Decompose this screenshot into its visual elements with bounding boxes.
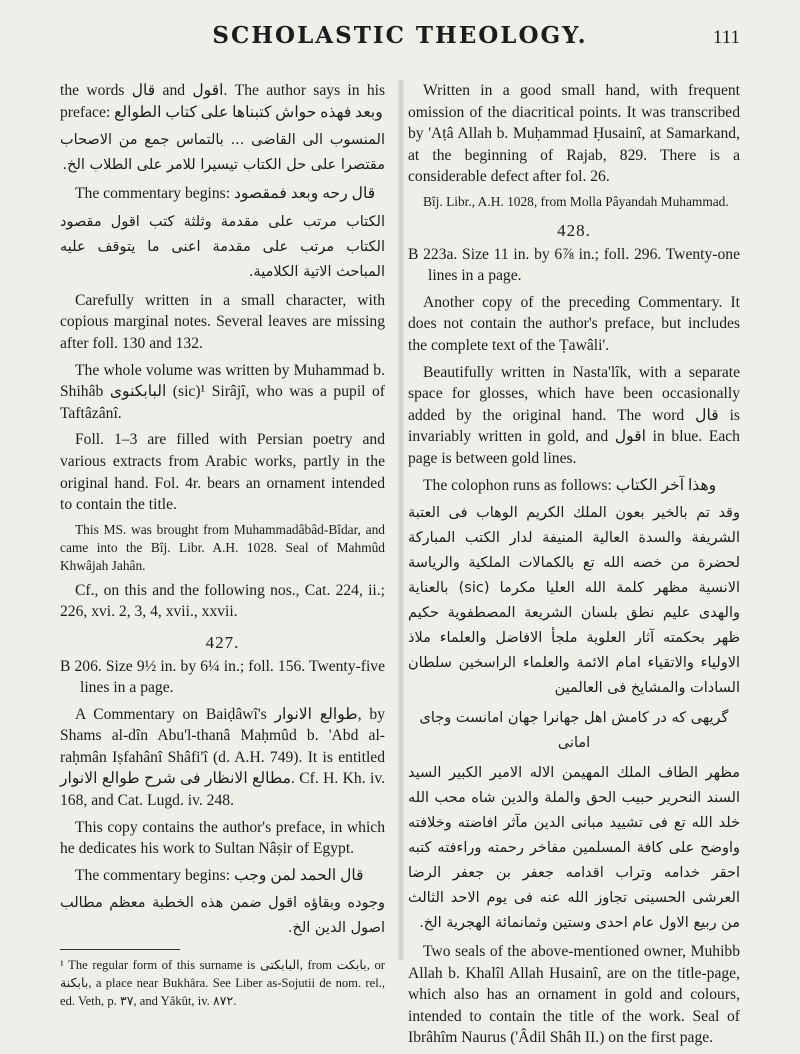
paragraph: The commentary begins: قال الحمد لمن وجب	[75, 866, 364, 884]
paragraph: The colophon runs as follows: وهذا آخر الكتاب	[423, 476, 717, 494]
paragraph: The commentary begins: قال رحه وبعد فمقصود	[75, 185, 376, 203]
entry-number: 428.	[557, 220, 591, 240]
colophon-text: مظهر الطاف الملك المهيمن الاله الامير الكبير السيد السند النحرير حبيب الحق والملة والدين شاه محب الله خلد الله تع فى تشييد مبانى الدين مآثر افاضته وخلافته واوضح على كافة المسلمين مفاخر رحمته وراءفته كتبه احقر خدامه وتراب اقدامه جعفر بن جعفر الرضا العرشى الحسينى تجاوز الله عنه فى يوم الاحد الثالث من ربيع الاول عام احدى وستين وثمانمائة الهجرية الخ.	[408, 765, 740, 932]
paragraph: A Commentary on Baiḍâwî's طوالع الانوار, by Shams al-dîn Abu'l-thanâ Maḥmûd b. 'Abd al-raḥmân Iṣfahânî Shâfi'î (d. A.H. 749). It is entitled مطالع الانظار فى شرح طوالع الانوار. Cf. H. Kh. iv. 168, and Cat. Lugd. iv. 248.	[60, 705, 385, 810]
arabic-quote: الكتاب مرتب على مقدمة وثلثة كتب اقول مقصود الكتاب مرتب على مقدمة اعنى ما يتوقف عليه المباحث الاتية الكلامية.	[60, 213, 385, 280]
paragraph: Carefully written in a small character, with copious marginal notes. Several leaves are missing after foll. 130 and 132.	[60, 291, 385, 352]
paragraph: Two seals of the above-mentioned owner, Muhibb Allah b. Khalîl Allah Husainî, are on the title-page, which also has an ornament in gold and colours, intended to contain the title of the work. Seal of Ibrâhîm Naurus ('Âdil Shâh II.) on the first page.	[408, 943, 740, 1047]
arabic-quote: وجوده وبقاؤه اقول ضمن هذه الخطبة معظم مطالب اصول الدين الخ.	[60, 895, 385, 937]
footnote: ¹ The regular form of this surname is البابكتى, from بابكت, or بابكنة, a place near Bukhâra. See Liber as-Sojutii de nom. rel., ed. Veth, p. ٣٧, and Yâkût, iv. ٨٧٢.	[60, 958, 385, 1009]
left-column	[60, 80, 385, 1015]
provenance-note: This MS. was brought from Muhammadâbâd-Bîdar, and came into the Bîj. Libr. A.H. 1028. Seal of Mahmûd Khwâjah Jahân.	[60, 521, 385, 573]
paragraph: The whole volume was written by Muhammad b. Shihâb البابكنوى (sic)¹ Sirâjî, who was a pupil of Taftâzânî.	[60, 361, 385, 422]
provenance-note: Bîj. Libr., A.H. 1028, from Molla Pâyandah Muhammad.	[423, 193, 729, 209]
paragraph: Beautifully written in Nasta'lîk, with a separate space for glosses, which have been occasionally added by the original hand. The word قال is invariably written in gold, and اقول in blue. Each page is between gold lines.	[408, 363, 740, 467]
footnote-rule	[60, 949, 180, 950]
paragraph: This copy contains the author's preface, in which he dedicates his work to Sultan Nâṣir of Egypt.	[60, 818, 385, 858]
colophon-verse: گريهى كه در كامش اهل جهانرا جهان امانست وجاى امانى	[419, 710, 729, 752]
gutter-shadow	[398, 80, 404, 960]
paragraph: Written in a good small hand, with frequent omission of the diacritical points. It was transcribed by 'Aṭâ Allah b. Muḥammad Ḥusainî, at Samarkand, at the beginning of Rajab, 829. There is a considerable defect after fol. 26.	[408, 82, 740, 186]
entry-heading: B 206. Size 9½ in. by 6¼ in.; foll. 156. Twenty-five lines in a page.	[60, 657, 385, 697]
paragraph: Foll. 1–3 are filled with Persian poetry and various extracts from Arabic works, partly in the original hand. Fol. 4r. bears an ornament intended to contain the title.	[60, 431, 385, 514]
colophon-text: وقد تم بالخير بعون الملك الكريم الوهاب فى العتبة الشريفة والسدة العالية المنيفة لدار الكتب المباركة لحضرة من خصه الله تع بالكمالات الملكية والرياسة الانسية مظهر كلمة الله العليا مكرما (sic) بالعناية والهدى عليم نطق بلسان الشريعة المصطفوية حكيم ظهر بحكمته آثار العلوية ملجأ الافاضل والعلماء ملاذ الاولياء والاتقياء امام الائمة والعلماء الراسخين سلطان السادات والمشايخ فى العالمين	[408, 505, 740, 697]
arabic-quote: المنسوب الى القاضى ... بالتماس جمع من الاصحاب مقتصرا على حل الكتاب تيسيرا للامر على الطلاب الخ.	[60, 132, 385, 174]
cross-reference: Cf., on this and the following nos., Cat. 224, ii.; 226, xvi. 2, 3, 4, xvii., xxvii.	[60, 581, 385, 621]
page-number: 111	[712, 27, 740, 48]
running-title: SCHOLASTIC THEOLOGY.	[212, 22, 588, 49]
entry-heading: B 223a. Size 11 in. by 6⅞ in.; foll. 296. Twenty-one lines in a page.	[408, 245, 740, 285]
right-column	[408, 80, 740, 1054]
entry-number: 427.	[205, 632, 240, 652]
paragraph: the words قال and اقول. The author says in his preface: وبعد فهذه حواش كتبناها على كتاب الطوالع	[60, 82, 386, 121]
page-header	[60, 22, 740, 52]
paragraph: Another copy of the preceding Commentary. It does not contain the author's preface, but includes the complete text of the Ṭawâli'.	[408, 293, 740, 354]
